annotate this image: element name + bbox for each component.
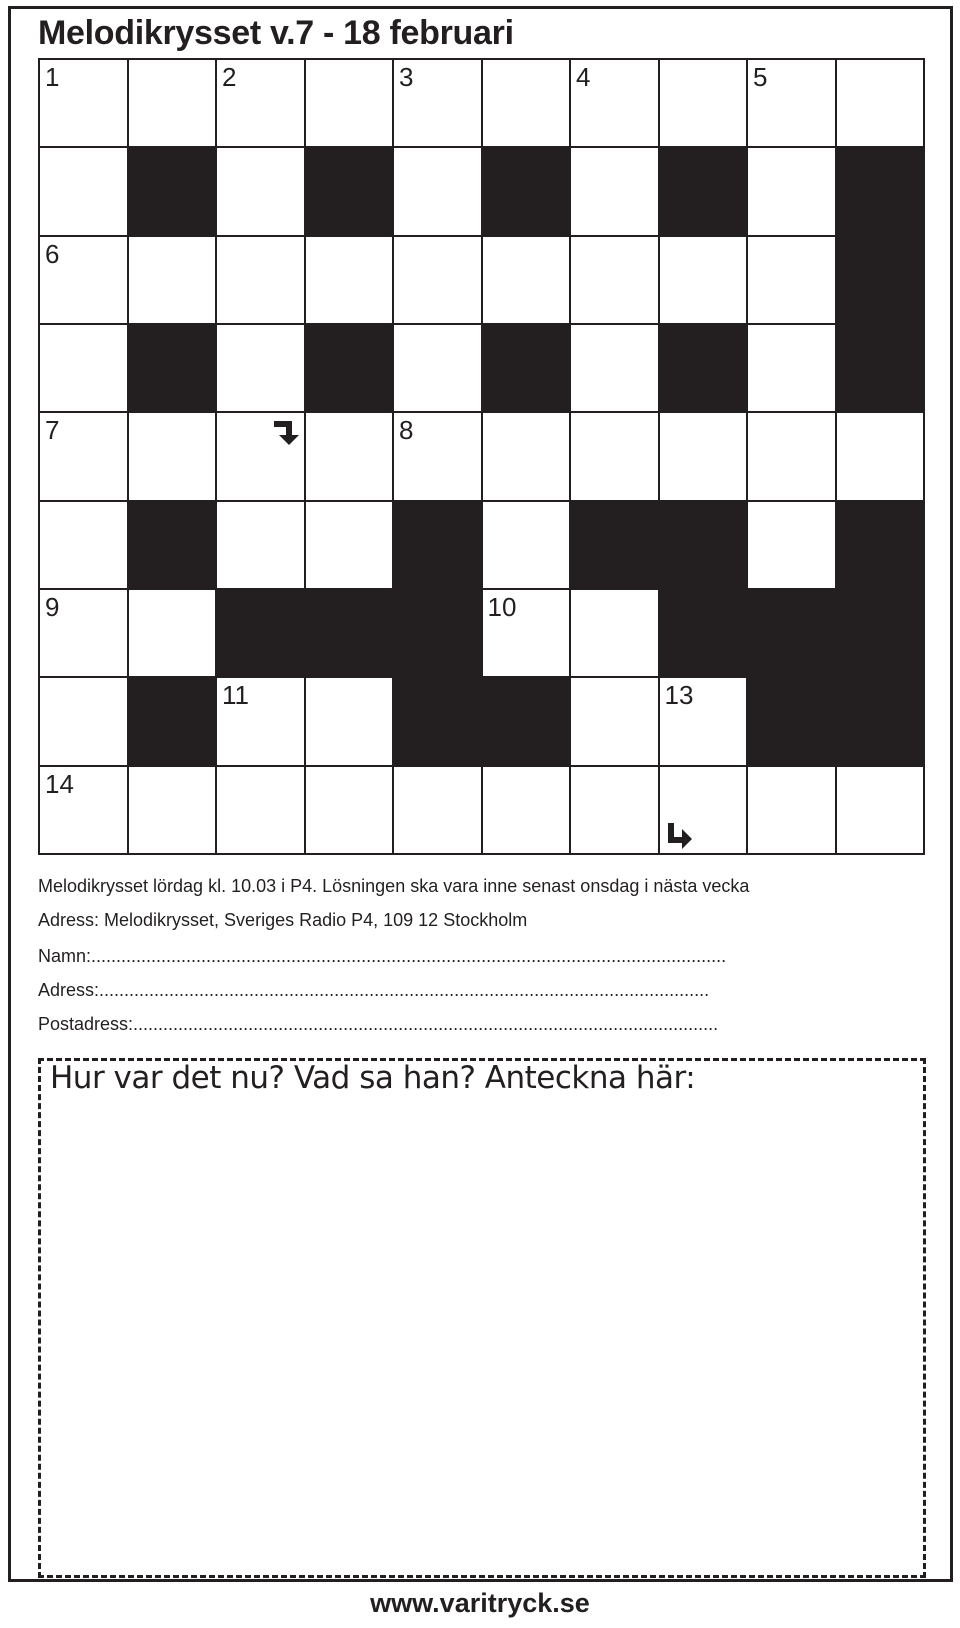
crossword-cell[interactable] — [306, 413, 395, 501]
crossword-cell[interactable] — [571, 767, 660, 855]
crossword-cell[interactable] — [483, 502, 572, 590]
crossword-cell[interactable] — [748, 325, 837, 413]
crossword-cell[interactable] — [483, 767, 572, 855]
crossword-cell[interactable] — [394, 60, 483, 148]
crossword-cell[interactable] — [306, 767, 395, 855]
crossword-cell[interactable] — [837, 60, 926, 148]
black-cell — [129, 148, 218, 236]
clue-number: 9 — [45, 592, 60, 622]
black-cell — [660, 590, 749, 678]
clue-number: 6 — [45, 238, 60, 269]
crossword-cell[interactable] — [40, 237, 129, 325]
black-cell — [660, 325, 749, 413]
crossword-cell[interactable] — [837, 767, 926, 855]
crossword-cell[interactable] — [217, 325, 306, 413]
clue-number: 3 — [399, 62, 414, 92]
crossword-cell[interactable] — [394, 767, 483, 855]
crossword-cell[interactable] — [129, 237, 218, 325]
black-cell — [837, 502, 926, 590]
black-cell — [837, 148, 926, 236]
black-cell — [660, 148, 749, 236]
crossword-cell[interactable] — [129, 413, 218, 501]
black-cell — [837, 237, 926, 325]
crossword-cell[interactable] — [394, 148, 483, 236]
crossword-cell[interactable] — [40, 590, 129, 678]
crossword-cell[interactable] — [217, 678, 306, 766]
black-cell — [483, 148, 572, 236]
black-cell — [394, 590, 483, 678]
black-cell — [748, 678, 837, 766]
crossword-cell[interactable] — [217, 237, 306, 325]
crossword-cell[interactable] — [306, 60, 395, 148]
notes-title: Hur var det nu? Vad sa han? Anteckna här: — [50, 1060, 696, 1096]
crossword-cell[interactable] — [306, 502, 395, 590]
black-cell — [660, 502, 749, 590]
crossword-cell[interactable] — [394, 413, 483, 501]
black-cell — [837, 325, 926, 413]
crossword-cell[interactable] — [394, 325, 483, 413]
crossword-cell[interactable] — [129, 60, 218, 148]
crossword-cell[interactable] — [217, 767, 306, 855]
clue-number: 10 — [487, 592, 517, 622]
crossword-cell[interactable] — [748, 148, 837, 236]
clue-number: 8 — [399, 415, 414, 446]
black-cell — [483, 325, 572, 413]
clue-number: 4 — [576, 62, 591, 92]
crossword-cell[interactable] — [660, 60, 749, 148]
crossword-cell[interactable] — [40, 325, 129, 413]
crossword-cell[interactable] — [748, 767, 837, 855]
crossword-cell[interactable] — [217, 502, 306, 590]
black-cell — [748, 590, 837, 678]
crossword-cell[interactable] — [483, 590, 572, 678]
crossword-cell[interactable] — [483, 413, 572, 501]
black-cell — [306, 590, 395, 678]
arrow-down-then-right-icon — [664, 821, 694, 851]
crossword-cell[interactable] — [748, 60, 837, 148]
crossword-cell[interactable] — [129, 590, 218, 678]
crossword-cell[interactable] — [571, 590, 660, 678]
black-cell — [306, 325, 395, 413]
submission-address: Adress: Melodikrysset, Sveriges Radio P4, 109 12 Stockholm — [38, 910, 528, 930]
crossword-cell[interactable] — [660, 767, 749, 855]
clue-number: 7 — [45, 415, 60, 446]
black-cell — [129, 325, 218, 413]
black-cell — [571, 502, 660, 590]
clue-number: 12 — [399, 680, 428, 711]
address-field[interactable]: Adress:.......................................................................................................................... — [38, 980, 710, 1000]
crossword-cell[interactable] — [837, 413, 926, 501]
crossword-cell[interactable] — [660, 413, 749, 501]
crossword-cell[interactable] — [306, 678, 395, 766]
clue-number: 14 — [45, 768, 74, 799]
clue-number: 13 — [664, 680, 694, 711]
clue-number: 5 — [753, 62, 768, 92]
black-cell — [394, 502, 483, 590]
crossword-cell[interactable] — [129, 767, 218, 855]
crossword-cell[interactable] — [40, 502, 129, 590]
postal-address-field[interactable]: Postadress:..................................................................................................................... — [38, 1014, 719, 1034]
arrow-right-then-down-icon — [272, 417, 302, 447]
crossword-cell[interactable] — [217, 413, 306, 501]
crossword-cell[interactable] — [40, 148, 129, 236]
crossword-cell[interactable] — [40, 767, 129, 855]
crossword-cell[interactable] — [217, 148, 306, 236]
crossword-cell[interactable] — [748, 237, 837, 325]
crossword-cell[interactable] — [483, 60, 572, 148]
notes-area[interactable] — [38, 1058, 926, 1578]
crossword-cell[interactable] — [748, 502, 837, 590]
broadcast-info: Melodikrysset lördag kl. 10.03 i P4. Lösningen ska vara inne senast onsdag i nästa vecka — [38, 876, 750, 896]
crossword-cell[interactable] — [571, 60, 660, 148]
black-cell — [394, 678, 483, 766]
crossword-cell[interactable] — [40, 678, 129, 766]
black-cell — [483, 678, 572, 766]
clue-number: 11 — [222, 680, 249, 711]
clue-number: 1 — [45, 62, 60, 92]
name-field[interactable]: Namn:............................................................................................................................... — [38, 946, 727, 966]
crossword-cell[interactable] — [660, 678, 749, 766]
black-cell — [306, 148, 395, 236]
black-cell — [837, 678, 926, 766]
crossword-cell[interactable] — [748, 413, 837, 501]
crossword-cell[interactable] — [571, 325, 660, 413]
clue-number: 2 — [222, 62, 237, 92]
crossword-cell[interactable] — [306, 237, 395, 325]
crossword-cell[interactable] — [217, 60, 306, 148]
crossword-cell[interactable] — [571, 413, 660, 501]
black-cell — [129, 678, 218, 766]
footer-url: www.varitryck.se — [370, 1588, 590, 1618]
crossword-cell[interactable] — [394, 237, 483, 325]
black-cell — [129, 502, 218, 590]
crossword-cell[interactable] — [571, 237, 660, 325]
crossword-cell[interactable] — [40, 60, 129, 148]
crossword-cell[interactable] — [660, 237, 749, 325]
crossword-cell[interactable] — [571, 148, 660, 236]
crossword-grid — [38, 58, 925, 855]
page-title: Melodikrysset v.7 - 18 februari — [38, 14, 514, 52]
black-cell — [837, 590, 926, 678]
black-cell — [217, 590, 306, 678]
crossword-cell[interactable] — [571, 678, 660, 766]
crossword-cell[interactable] — [483, 237, 572, 325]
crossword-cell[interactable] — [40, 413, 129, 501]
